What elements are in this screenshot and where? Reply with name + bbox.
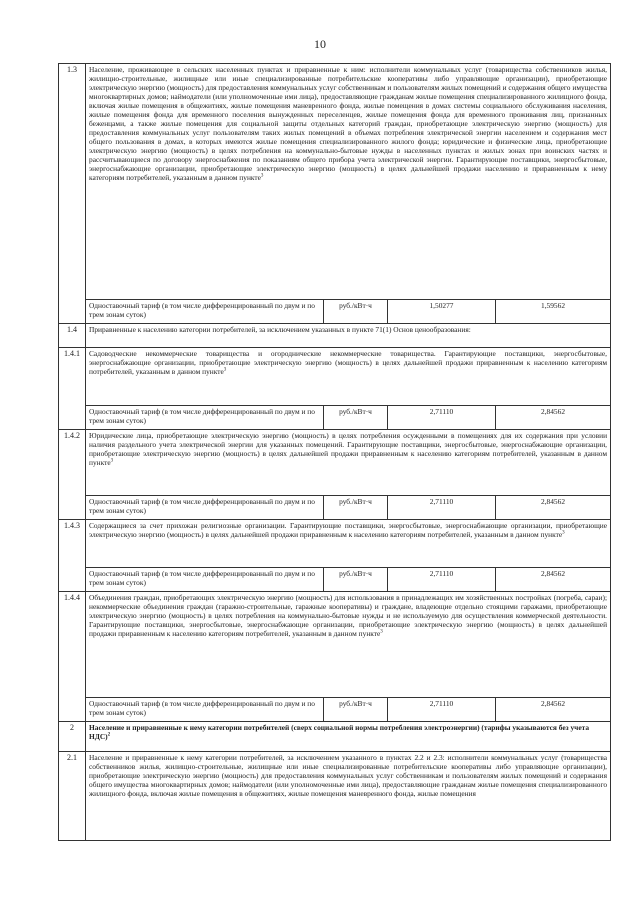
table-row bbox=[59, 752, 611, 841]
table-row bbox=[59, 324, 611, 348]
tariff-row bbox=[59, 698, 611, 722]
row-number: 2 bbox=[59, 722, 86, 752]
tariff-value-2: 2,84562 bbox=[496, 406, 611, 430]
row-number: 1.4.2 bbox=[59, 430, 86, 520]
tariff-unit: руб./кВт·ч bbox=[324, 300, 388, 324]
tariff-row bbox=[59, 568, 611, 592]
tariff-unit: руб./кВт·ч bbox=[324, 496, 388, 520]
tariff-table bbox=[58, 63, 611, 841]
section-heading: Население и приравненные к нему категории потребителей (сверх социальной нормы потребления электроэнергии) (тарифы указываются без учета НДС)$^2$ bbox=[86, 722, 611, 752]
row-description: Садоводческие некоммерческие товарищества и огороднические некоммерческие товарищества. Гарантирующие поставщики, энергосбытовые, энергоснабжающие организации, приобретающие электрическую энергию (мощность) в целях дальнейшей продажи приравненным к населению категориям потребителей, указанным в данном пункте$^3$ bbox=[86, 348, 611, 406]
table-row bbox=[59, 430, 611, 496]
row-number: 1.3 bbox=[59, 64, 86, 324]
table-row bbox=[59, 520, 611, 568]
tariff-row bbox=[59, 406, 611, 430]
row-description: Объединения граждан, приобретающих электрическую энергию (мощность) для использования в принадлежащих им хозяйственных постройках (погреба, сараи); некоммерческие объединения граждан (гаражно-строительные, гаражные кооперативы) и граждане, владеющие отдельно стоящими гаражами, приобретающие электрическую энергию (мощность) в целях потребления на коммунально-бытовые нужды и не используемую для осуществления коммерческой деятельности. Гарантирующие поставщики, энергосбытовые, энергоснабжающие организации, приобретающие электрическую энергию (мощность) в целях дальнейшей продажи приравненным к населению категориям потребителей, указанным в данном пункте$^3$ bbox=[86, 592, 611, 698]
tariff-value-2: 2,84562 bbox=[496, 496, 611, 520]
row-description: Население и приравненные к нему категории потребителей, за исключением указанного в пунктах 2.2 и 2.3: исполнители коммунальных услуг (товарищества собственников жилья, жилищно-строительные, жилищные или иные специализированные потребительские кооперативы либо управляющие организации), приобретающие электрическую энергию (мощность) для предоставления коммунальных услуг собственникам и пользователям жилых помещений и содержания общего имущества многоквартирных домов; наймодатели (или уполномоченные ими лица), предоставляющие гражданам жилые помещения специализированного жилищного фонда, включая жилые помещения в общежитиях, жилые помещения маневренного фонда, жилые помещения bbox=[86, 752, 611, 841]
tariff-label: Одноставочный тариф (в том числе дифференцированный по двум и по трем зонам суток) bbox=[86, 698, 324, 722]
tariff-row bbox=[59, 300, 611, 324]
tariff-unit: руб./кВт·ч bbox=[324, 406, 388, 430]
row-number: 1.4.4 bbox=[59, 592, 86, 722]
table-row bbox=[59, 592, 611, 698]
table-row bbox=[59, 722, 611, 752]
tariff-label: Одноставочный тариф (в том числе дифференцированный по двум и по трем зонам суток) bbox=[86, 300, 324, 324]
tariff-value-2: 2,84562 bbox=[496, 698, 611, 722]
tariff-value-1: 1,50277 bbox=[388, 300, 496, 324]
tariff-value-2: 1,59562 bbox=[496, 300, 611, 324]
row-number: 1.4.3 bbox=[59, 520, 86, 592]
tariff-unit: руб./кВт·ч bbox=[324, 568, 388, 592]
tariff-value-1: 2,71110 bbox=[388, 496, 496, 520]
tariff-value-2: 2,84562 bbox=[496, 568, 611, 592]
tariff-value-1: 2,71110 bbox=[388, 406, 496, 430]
tariff-label: Одноставочный тариф (в том числе дифференцированный по двум и по трем зонам суток) bbox=[86, 496, 324, 520]
row-description: Население, проживающее в сельских населенных пунктах и приравненные к ним: исполнители коммунальных услуг (товарищества собственников жилья, жилищно-строительные, жилищные или иные специализированные потребительские кооперативы либо управляющие организации), приобретающие электрическую энергию (мощность) для предоставления коммунальных услуг собственникам и пользователям жилых помещений и содержания общего имущества многоквартирных домов; наймодатели (или уполномоченные ими лица), предоставляющие гражданам жилые помещения специализированного жилищного фонда, включая жилые помещения в общежитиях, жилые помещения маневренного фонда, жилые помещения в домах системы социального обслуживания населения, жилые помещения фонда для временного поселения вынужденных переселенцев, жилые помещения фонда для временного проживания лиц, признанных беженцами, а также жилые помещения для социальной защиты отдельных категорий граждан, приобретающие электрическую энергию (мощность) для предоставления коммунальных услуг пользователям таких жилых помещений в объемах потребления электрической энергии населением и содержания мест общего пользования в домах, в которых имеются жилые помещения специализированного жилого фонда; юридические и физические лица, приобретающие электрическую энергию (мощность) в целях потребления на коммунально-бытовые нужды в населенных пунктах и жилых зонах при воинских частях и рассчитывающиеся по договору энергоснабжения по показаниям общего прибора учета электрической энергии. Гарантирующие поставщики, энергосбытовые, энергоснабжающие организации, приобретающие электрическую энергию (мощность) в целях дальнейшей продажи населению и приравненным к нему категориям потребителей, указанным в данном пункте$^3$ bbox=[86, 64, 611, 300]
table-row bbox=[59, 348, 611, 406]
tariff-value-1: 2,71110 bbox=[388, 698, 496, 722]
table-row bbox=[59, 64, 611, 300]
row-number: 1.4.1 bbox=[59, 348, 86, 430]
row-description: Приравненные к населению категории потребителей, за исключением указанных в пункте 71(1) Основ ценообразования: bbox=[86, 324, 611, 348]
row-number: 2.1 bbox=[59, 752, 86, 841]
row-description: Содержащиеся за счет прихожан религиозные организации. Гарантирующие поставщики, энергосбытовые, энергоснабжающие организации, приобретающие электрическую энергию (мощность) в целях дальнейшей продажи приравненным к населению категориям потребителей, указанным в данном пункте$^3$ bbox=[86, 520, 611, 568]
row-description: Юридические лица, приобретающие электрическую энергию (мощность) в целях потребления осужденными в помещениях для их содержания при условии наличия раздельного учета электрической энергии для указанных помещений. Гарантирующие поставщики, энергосбытовые, энергоснабжающие организации, приобретающие электрическую энергию (мощность) в целях дальнейшей продажи приравненным к населению категориям потребителей, указанным в данном пункте$^3$ bbox=[86, 430, 611, 496]
tariff-label: Одноставочный тариф (в том числе дифференцированный по двум и по трем зонам суток) bbox=[86, 406, 324, 430]
tariff-value-1: 2,71110 bbox=[388, 568, 496, 592]
tariff-row bbox=[59, 496, 611, 520]
row-number: 1.4 bbox=[59, 324, 86, 348]
tariff-unit: руб./кВт·ч bbox=[324, 698, 388, 722]
tariff-label: Одноставочный тариф (в том числе дифференцированный по двум и по трем зонам суток) bbox=[86, 568, 324, 592]
page-number: 10 bbox=[314, 37, 326, 51]
